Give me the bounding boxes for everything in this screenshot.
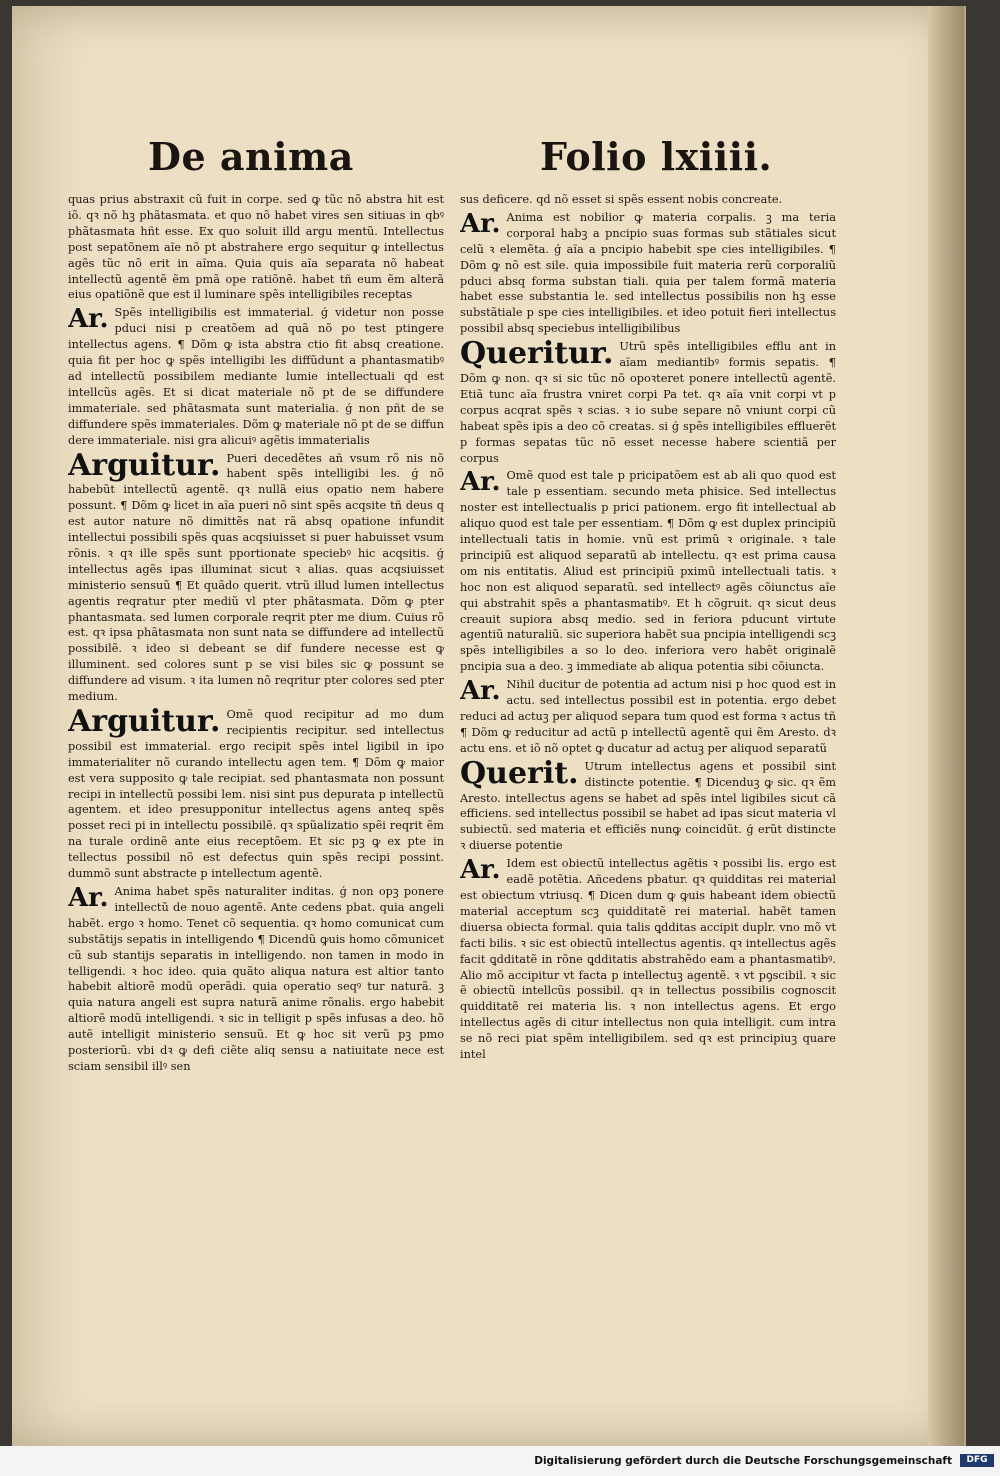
paragraph-initial: Querit. (460, 755, 579, 791)
paragraph (460, 336, 836, 466)
paragraph-initial: Queritur. (460, 336, 614, 372)
paragraph (460, 677, 836, 757)
paragraph (460, 210, 836, 337)
paragraph (68, 305, 444, 448)
running-head-right: Folio lxiiii. (540, 134, 773, 179)
paragraph-initial: Ar. (460, 208, 501, 239)
paragraph (68, 704, 444, 882)
paragraph-initial: Ar. (460, 676, 501, 707)
paragraph-initial: Arguitur. (68, 704, 221, 739)
paragraph-text: quas prius abstraxit cũ fuit in corpe. sed ꝙ tũc nõ abstra hit est iõ. qꝛ nõ hꝫ phãtasmata. et quo nõ habet vires sen sitiuas in qbꝰ phãtasmata hñt esse. Ex quo soluit illd argu mentũ. Intellectus post sepatõnem aĩe nõ pt abstrahere ergo sequitur ꝙ intellectus agẽs tũc nõ erit in aĩma. Quia quis aĩa separata nõ habeat intellectũ agentẽ ẽm pmã ope ratiõnẽ. habet tñ eum ẽm alterã eius opatiõnẽ que est il luminare spẽs intelligibiles receptas (68, 193, 444, 302)
paragraph-text: Omẽ quod est tale p pricipatõem est ab ali quo quod est tale p essentiam. secundo meta phisice. Sed intellectus noster est intellectualis p prici pationem. ergo fit intellectual ab aliquo quod est tale per essentiam. ¶ Dõm ꝙ est duplex principiũ intellectuali tatis in homie. vnũ est primũ ꝛ originale. ꝛ tale principiũ est aliquod separatũ ab intellectu. qꝛ est prima causa om nis entitatis. Aliud est principiũ pximũ intellectuali tatis. ꝛ hoc non est aliquod separatũ. sed intellectꝰ agẽs cõiunctus aĩe qui abstrahit spẽs a phantasmatibꝰ. Et h cõgruit. qꝛ sicut deus creauit supiora absq medio. sed in feriora pducunt virtute agentiũ naturaliũ. sic superiora habẽt sua pncipia intelligendi scꝫ spẽs intelligibiles a so lo deo. inferiora vero habẽt originalẽ pncipia sua a deo. ꝫ immediate ab aliqua potentia sibi cõiuncta. (460, 469, 836, 674)
left-text-column (68, 192, 444, 1262)
book-page (12, 6, 966, 1446)
paragraph-text: sus deficere. qd nõ esset si spẽs essent nobis concreate. (460, 193, 783, 206)
paragraph-text: Nihil ducitur de potentia ad actum nisi p hoc quod est in actu. sed intellectus possibil est in potentia. ergo debet reduci ad actuꝫ per aliquod separa tum quod est forma ꝛ actus tñ ¶ Dõm ꝙ reducitur ad actũ p intellectũ agentẽ qui ẽm Aresto. dꝛ actu ens. et iõ nõ optet ꝙ ducatur ad actuꝫ per aliquod separatũ (460, 678, 836, 755)
dfg-logo: DFG (960, 1454, 994, 1467)
paragraph-text: Idem est obiectũ intellectus agẽtis ꝛ possibi lis. ergo est eadẽ potẽtia. Añcedens pbatur. qꝛ quidditas rei material est obiectum vtriusq. ¶ Dicen dum ꝙ ꝙuis habeant idem obiectũ material acceptum scꝫ quidditatẽ rei material. habẽt tamen diuersa obiecta formal. quia talis ꝗdditas accipit duplr. vno mõ vt facti bilis. ꝛ sic est obiectũ intellectus agentis. qꝛ intellectus agẽs facit ꝗdditatẽ in rõne ꝗdditatis abstrahẽdo eam a phantasmatibꝰ. Alio mõ accipitur vt facta p intellectuꝫ agentẽ. ꝛ vt pꝯscibil. ꝛ sic ẽ obiectũ intellcũs possibil. qꝛ in tellectus possibilis cognoscit quidditatẽ rei materia lis. ꝛ non intellectus agens. Et ergo intellectus agẽs di citur intellectus non quia intelligit. cum intra se nõ reci piat spẽm intelligibilem. sed qꝛ est principiuꝫ quare intel (460, 857, 836, 1062)
paragraph-text: Omẽ quod recipitur ad mo dum recipientis recipitur. sed intellectus possibil est immaterial. ergo recipit spẽs intel ligibil in ipo immaterialiter nõ curando intellectu agen tem. ¶ Dõm ꝙ maior est vera supposito ꝙ tale recipiat. sed phantasmata non possunt recipi in intellectũ possibi lem. nisi sint pus depurata p intellectũ agentem. et ideo presupponitur intellectus agens anteq spẽs posset reci pi in intellectu possibilẽ. qꝛ spũalizatio spẽi reqrit ẽm na turale ordinẽ ante eius receptõem. Et sic pꝫ ꝙ ex pte in tellectus possibil nõ est defectus quin spẽs recipi possint. dummõ sunt abstracte p intellectum agentẽ. (68, 708, 444, 881)
paragraph-text: Spẽs intelligibilis est immaterial. ǵ videtur non posse pduci nisi p creatõem ad quã nõ po test ptingere intellectus agens. ¶ Dõm ꝙ ista abstra ctio fit absq creatione. quia fit per hoc ꝙ spẽs intelligibi les diffũdunt a phantasmatibꝰ ad intellectũ possibilem mediante lumie intellectuali qd est intellcũs agẽs. Et si dicat materiale nõ pt de se diffundere immateriale. sed phãtasmata sunt materialia. ǵ non pñt de se diffundere spẽs immateriales. Dõm ꝙ materiale nõ pt de se diffun dere immateriale. nisi gra alicuiꝰ agẽtis immaterialis (68, 306, 444, 447)
paragraph-text: Pueri decedẽtes añ vsum rõ nis nõ habent spẽs intelligibi les. ǵ nõ habebũt intellectũ agentẽ. qꝛ nullã eius opatio nem habere possunt. ¶ Dõm ꝙ licet in aĩa pueri nõ sint spẽs acqsite tñ deus q est autor nature nõ dimittẽs nat rã absq opatione infundit intellectui possibili spẽs quas acqsiuisset si puer habuisset vsum rõnis. ꝛ qꝛ ille spẽs sunt pportionate speciebꝰ hic acqsitis. ǵ intellectus agẽs ipas illuminat sicut ꝛ alias. quas acqsiuisset ministerio sensuũ ¶ Et quãdo querit. vtrũ illud lumen intellectus agentis reqratur pter mediũ vl pter phãtasmata. Dõm ꝙ pter phantasmata. sed lumen corporale reqrit pter me dium. Cuius rõ est. qꝛ ipsa phãtasmata non sunt nata se diffundere ad intellectũ possibilẽ. ꝛ ideo si debeant se dif fundere necesse est ꝙ illuminent. sed colores sunt p se visi biles sic ꝙ possunt se diffundere ad visum. ꝛ ita lumen nõ reqritur pter colores sed pter medium. (68, 451, 444, 704)
paragraph-initial: Ar. (460, 467, 501, 498)
paragraph (68, 447, 444, 706)
page-edge (928, 6, 964, 1446)
paragraph (460, 192, 836, 208)
paragraph-initial: Ar. (68, 304, 109, 335)
paragraph-initial: Arguitur. (68, 447, 221, 483)
paragraph (68, 192, 444, 303)
paragraph-text: Utrum intellectus agens et possibil sint distincte potentie. ¶ Dicenduꝫ ꝙ sic. qꝛ ẽm Aresto. intellectus agens se habet ad spẽs intel ligibiles sicut cã efficiens. sed intellectus possibil se habet ad ipas sicut materia vl subiectũ. sed materia et efficiẽs nunꝙ coincidũt. ǵ erũt distincte ꝛ diuerse potentie (460, 759, 836, 853)
paragraph (460, 468, 836, 675)
funding-credit: Digitalisierung gefördert durch die Deutsche Forschungsgemeinschaft (534, 1455, 952, 1467)
paragraph-text: Anima est nobilior ꝙ materia corpalis. ꝫ ma teria corporal habꝫ a pncipio suas formas sub stãtiales sicut celũ ꝛ elemẽta. ǵ aĩa a pncipio habebit spe cies intelligibiles. ¶ Dõm ꝙ nõ est sile. quia impossibile fuit materia rerũ corporaliũ pduci absq forma substan tiali. quia per talem formã materia habet esse substantia le. sed intellectus possibilis non hꝫ esse substãtiale p spe cies intelligibiles. et ideo potuit fieri intellectus possibil absq speciebus intelligibilibus (460, 210, 836, 336)
right-text-column (460, 192, 836, 1262)
running-head-left: De anima (148, 134, 354, 179)
paragraph-initial: Ar. (460, 855, 501, 886)
paragraph-text: Utrũ spẽs intelligibiles efflu ant in aĩam mediantibꝰ formis sepatis. ¶ Dõm ꝙ non. qꝛ si sic tũc nõ opoꝛteret ponere intellectũ agentẽ. Etiã tunc aĩa frustra vniret corpi Pa tet. qꝛ aĩa vnit corpi vt p corpus acqrat spẽs ꝛ scias. ꝛ io sube separe nõ vniunt corpi cũ habeat spẽs ipis a deo cõ creatas. si ǵ spẽs intelligibiles effluerẽt p formas sepatas tũc nõ esset necesse habere scientiã per corpus (460, 340, 836, 465)
paragraph-text: Anima habet spẽs naturaliter inditas. ǵ non opꝫ ponere intellectũ de nouo agentẽ. Ante cedens pbat. quia angeli habẽt. ergo ꝛ homo. Tenet cõ sequentia. qꝛ homo comunicat cum substãtijs sepatis in intelligendo ¶ Dicendũ ꝙuis homo cõmunicet cũ sub stantijs separatis in intelligendo. non tamen in modo in telligendi. ꝛ hoc ideo. quia quãto aliqua natura est altior tanto habebit altiorẽ modũ operãdi. quia operatio seqꝰ tur naturã. ꝫ quia natura angeli est supra naturã anime rõnalis. ergo habebit altiorẽ modũ intelligendi. ꝛ sic in telligit p spẽs infusas a deo. hõ autẽ intelligit ministerio sensuũ. Et ꝙ hoc sit verũ pꝫ pmo posteriorũ. vbi dꝛ ꝙ defi ciẽte aliq sensu a natiuitate nece est sciam sensibil illꝰ sen (68, 884, 444, 1073)
paragraph (460, 755, 836, 854)
paragraph (68, 884, 444, 1075)
digitization-footer (0, 1446, 1000, 1476)
paragraph-initial: Ar. (68, 882, 109, 913)
paragraph (460, 856, 836, 1063)
